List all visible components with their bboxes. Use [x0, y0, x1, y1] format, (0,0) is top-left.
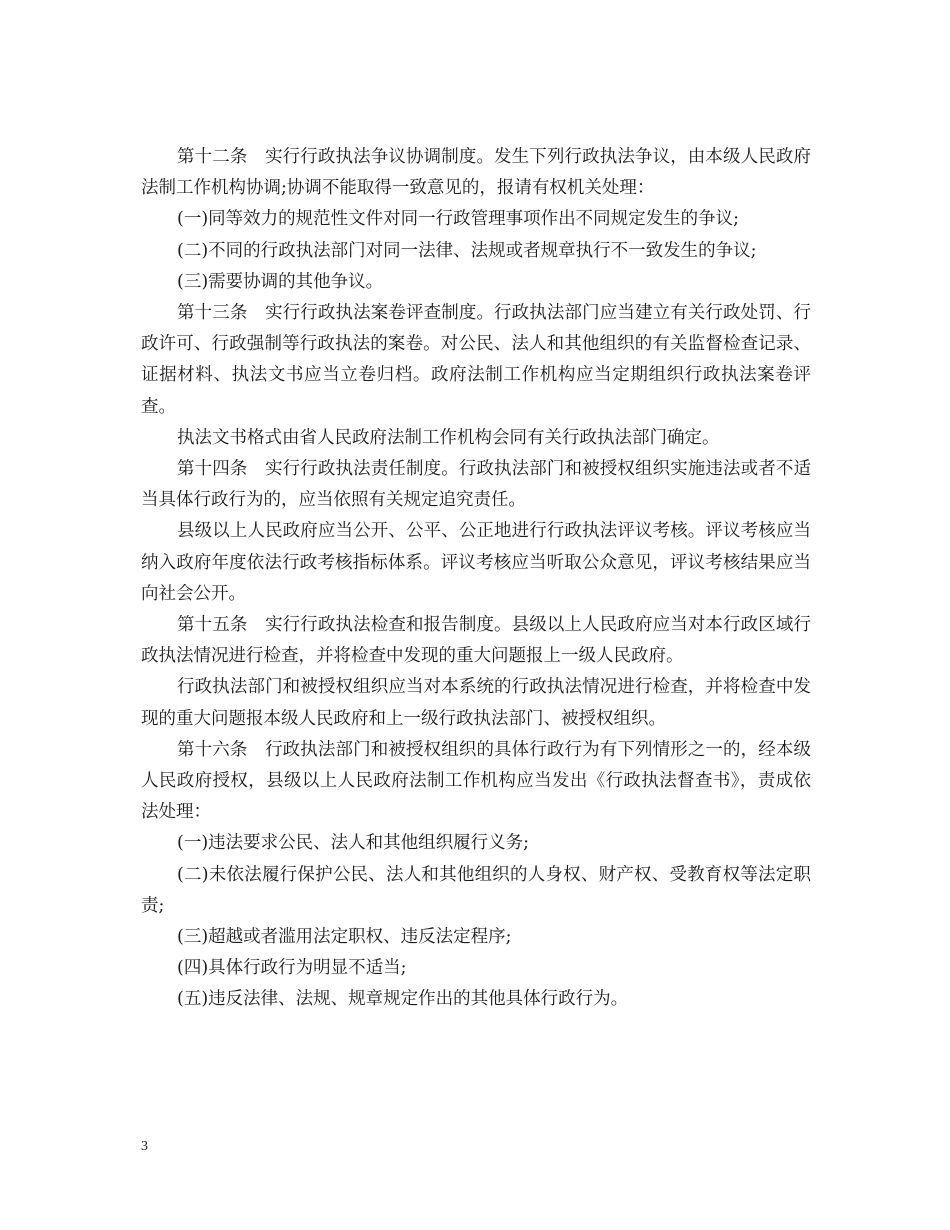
paragraph-item-3b: (三)超越或者滥用法定职权、违反法定程序; — [177, 927, 512, 948]
paragraph-document-format: 执法文书格式由省人民政府法制工作机构会同有关行政执法部门确定。 — [177, 427, 720, 448]
paragraph-item-4b: (四)具体行政行为明显不适当; — [177, 958, 407, 979]
paragraph-evaluation: 县级以上人民政府应当公开、公平、公正地进行行政执法评议考核。评议考核应当纳入政府年度依法行政考核指标体系。评议考核应当听取公众意见，评议考核结果应当向社会公开。 — [141, 521, 811, 604]
paragraph-item-3: (三)需要协调的其他争议。 — [177, 271, 384, 292]
paragraph-item-1b: (一)违法要求公民、法人和其他组织履行义务; — [177, 833, 530, 854]
paragraph-item-1: (一)同等效力的规范性文件对同一行政管理事项作出不同规定发生的争议; — [177, 209, 740, 230]
paragraph-article-13: 第十三条 实行行政执法案卷评查制度。行政执法部门应当建立有关行政处罚、行政许可、行政强制等行政执法的案卷。对公民、法人和其他组织的有关监督检查记录、证据材料、执法文书应当立卷归档。政府法制工作机构应当定期组织行政执法案卷评查。 — [141, 303, 811, 417]
paragraph-article-16: 第十六条 行政执法部门和被授权组织的具体行政行为有下列情形之一的，经本级人民政府授权，县级以上人民政府法制工作机构应当发出《行政执法督查书》，责成依法处理： — [141, 739, 811, 823]
paragraph-article-12: 第十二条 实行行政执法争议协调制度。发生下列行政执法争议，由本级人民政府法制工作机构协调;协调不能取得一致意见的，报请有权机关处理： — [141, 147, 811, 199]
paragraph-article-15: 第十五条 实行行政执法检查和报告制度。县级以上人民政府应当对本行政区域行政执法情况进行检查，并将检查中发现的重大问题报上一级人民政府。 — [141, 615, 811, 667]
paragraph-item-2: (二)不同的行政执法部门对同一法律、法规或者规章执行不一致发生的争议; — [177, 240, 757, 261]
paragraph-item-5b: (五)违反法律、法规、规章规定作出的其他具体行政行为。 — [177, 989, 629, 1010]
paragraph-system-inspection: 行政执法部门和被授权组织应当对本系统的行政执法情况进行检查，并将检查中发现的重大问题报本级人民政府和上一级行政执法部门、被授权组织。 — [141, 677, 811, 729]
page-number: 3 — [141, 1139, 148, 1154]
paragraph-item-2b: (二)未依法履行保护公民、法人和其他组织的人身权、财产权、受教育权等法定职责; — [141, 864, 811, 916]
document-body — [141, 142, 811, 1016]
paragraph-article-14: 第十四条 实行行政执法责任制度。行政执法部门和被授权组织实施违法或者不适当具体行政行为的，应当依照有关规定追究责任。 — [141, 459, 811, 511]
